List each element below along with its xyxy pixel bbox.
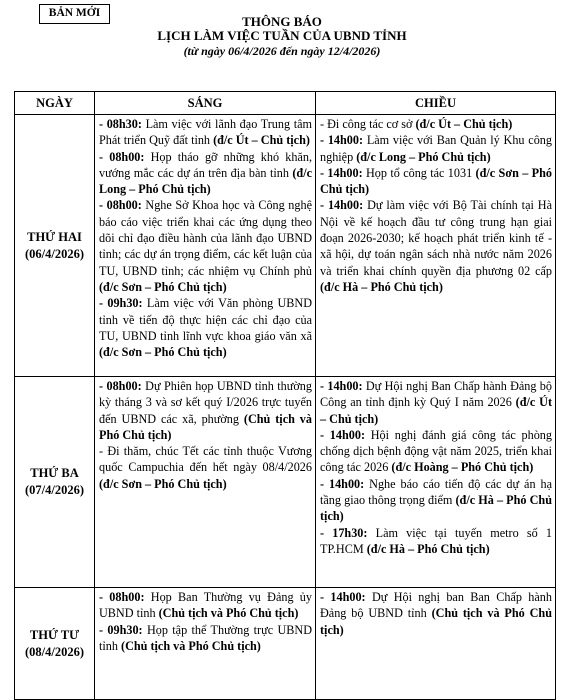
- schedule-item: [320, 132, 552, 165]
- schedule-item: [99, 197, 312, 295]
- item-responsible: (Chủ tịch và Phó Chủ tịch): [320, 606, 552, 637]
- day-name: THỨ TƯ: [29, 627, 80, 642]
- item-text: Họp tháo gỡ những khó khăn, vướng mắc các dự án trên địa bàn tỉnh: [99, 149, 312, 180]
- day-date: (06/4/2026): [24, 246, 85, 261]
- item-responsible: (đ/c Long – Phó Chủ tịch): [99, 165, 312, 197]
- item-time: - 14h00:: [320, 379, 363, 393]
- item-responsible: (đ/c Út – Chủ tịch): [213, 133, 310, 148]
- item-time: - 08h00:: [99, 149, 145, 164]
- item-responsible: (Chủ tịch và Phó Chủ tịch): [158, 606, 299, 621]
- schedule-item: [99, 295, 312, 360]
- item-time: - 08h00:: [99, 379, 142, 393]
- item-text: Làm việc với lãnh đạo Trung tâm Phát triển Quỹ đất tỉnh: [99, 117, 312, 148]
- afternoon-cell: [316, 588, 556, 700]
- item-responsible: (đ/c Hà – Phó Chủ tịch): [320, 279, 443, 294]
- item-time: - 14h00:: [320, 133, 364, 148]
- day-column-header: NGÀY: [15, 92, 95, 115]
- morning-cell: [95, 588, 316, 700]
- morning-column-header: SÁNG: [95, 92, 316, 115]
- day-date: (07/4/2026): [24, 483, 85, 497]
- day-cell: [15, 115, 95, 377]
- schedule-item: [320, 525, 552, 558]
- item-responsible: (Chủ tịch và Phó Chủ tịch): [99, 411, 312, 442]
- item-responsible: (đ/c Sơn – Phó Chủ tịch): [320, 165, 552, 197]
- item-time: - 14h00:: [320, 590, 366, 604]
- table-row: [15, 115, 556, 377]
- day-date: (08/4/2026): [24, 644, 85, 659]
- day-name: THỨ BA: [30, 466, 79, 480]
- table-row: [15, 588, 556, 700]
- item-text: Làm việc với Văn phòng UBND tỉnh về tiến độ thực hiện các chỉ đạo của TU, UBND tỉnh lĩnh vực khoa giáo văn xã: [99, 296, 312, 343]
- schedule-item: [320, 476, 552, 525]
- item-text: Nghe báo cáo tiến độ các dự án hạ tầng giao thông trọng điểm: [320, 476, 552, 508]
- schedule-item: [320, 589, 552, 638]
- item-time: - 08h30:: [99, 117, 142, 131]
- item-time: - 14h00:: [320, 165, 363, 180]
- schedule-item: [320, 197, 552, 295]
- day-name: THỨ HAI: [27, 229, 82, 244]
- item-time: - 14h00:: [320, 427, 365, 442]
- item-time: - 14h00:: [320, 198, 364, 213]
- item-text: - Đi thăm, chúc Tết các tỉnh thuộc Vương quốc Campuchia đến hết ngày 08/4/2026: [99, 444, 312, 475]
- item-time: - 08h00:: [99, 590, 145, 604]
- item-responsible: (đ/c Sơn – Phó Chủ tịch): [99, 476, 227, 491]
- item-time: - 17h30:: [320, 525, 368, 540]
- schedule-item: [320, 165, 552, 198]
- notice-title: THÔNG BÁO: [242, 14, 322, 29]
- day-cell: [15, 377, 95, 588]
- afternoon-column-header: CHIỀU: [316, 92, 556, 115]
- item-time: - 09h30:: [99, 296, 143, 311]
- schedule-item: [99, 443, 312, 492]
- item-time: - 09h30:: [99, 622, 143, 637]
- item-responsible: (đ/c Út – Chủ tịch): [415, 117, 513, 131]
- item-text: Làm việc với Ban Quản lý Khu công nghiệp: [320, 133, 552, 164]
- new-version-badge: BẢN MỚI: [39, 4, 110, 24]
- schedule-item: [320, 378, 552, 427]
- day-cell: [15, 588, 95, 700]
- header-row: [15, 92, 556, 115]
- morning-cell: [95, 377, 316, 588]
- item-responsible: (đ/c Hà – Phó Chủ tịch): [320, 493, 552, 524]
- schedule-item: [320, 116, 552, 132]
- schedule-item: [99, 116, 312, 149]
- table-row: [15, 377, 556, 588]
- schedule-subtitle: LỊCH LÀM VIỆC TUẦN CỦA UBND TỈNH: [157, 28, 407, 43]
- item-text: Họp tập thể Thường trực UBND tỉnh: [99, 622, 312, 653]
- morning-cell: [95, 115, 316, 377]
- item-text: - Đi công tác cơ sở: [320, 117, 416, 131]
- item-text: Dự Hội nghị ban Ban Chấp hành Đảng bộ UBND tỉnh: [320, 590, 552, 621]
- schedule-item: [320, 427, 552, 476]
- afternoon-cell: [316, 377, 556, 588]
- schedule-body: [15, 115, 556, 700]
- schedule-item: [99, 589, 312, 622]
- date-range: (từ ngày 06/4/2026 đến ngày 12/4/2026): [183, 44, 381, 58]
- item-text: Hội nghị đánh giá công tác phòng chống dịch bệnh động vật năm 2025, triển khai công tác 2026: [320, 427, 552, 475]
- item-responsible: (đ/c Út – Chủ tịch): [320, 395, 552, 426]
- item-responsible: (đ/c Sơn – Phó Chủ tịch): [99, 345, 227, 360]
- item-responsible: (đ/c Sơn – Phó Chủ tịch): [99, 279, 227, 294]
- item-text: Dự Phiên họp UBND tỉnh thường kỳ tháng 3 và sơ kết quý I/2026 trực tuyến đến UBND các xã, phường: [99, 379, 312, 426]
- item-responsible: (đ/c Hoàng – Phó Chủ tịch): [391, 460, 534, 475]
- schedule-item: [99, 378, 312, 443]
- item-responsible: (đ/c Long – Phó Chủ tịch): [356, 149, 491, 164]
- item-text: Họp tổ công tác 1031: [362, 165, 476, 180]
- item-text: Dự làm việc với Bộ Tài chính tại Hà Nội về kế hoạch đầu tư công trung hạn giai đoạn 2026-2030; kế hoạch phát triển kinh tế - xã hội, dự toán ngân sách nhà nước năm 2026 và triển khai chính quyền địa phương 02 cấp: [320, 198, 552, 278]
- afternoon-cell: [316, 115, 556, 377]
- item-responsible: (đ/c Hà – Phó Chủ tịch): [366, 541, 490, 556]
- item-responsible: (Chủ tịch và Phó Chủ tịch): [121, 638, 261, 653]
- item-time: - 08h00:: [99, 198, 142, 213]
- item-text: Dự Hội nghị Ban Chấp hành Đảng bộ Công an tỉnh định kỳ Quý I năm 2026: [320, 379, 552, 410]
- item-text: Họp Ban Thường vụ Đảng ủy UBND tỉnh: [99, 590, 312, 621]
- schedule-item: [99, 149, 312, 198]
- item-text: Làm việc tại tuyến metro số 1 TP.HCM: [320, 525, 553, 556]
- schedule-item: [99, 622, 312, 655]
- schedule-table: [14, 91, 556, 700]
- item-text: Nghe Sở Khoa học và Công nghệ báo cáo việc triển khai các ứng dụng theo dõi chỉ đạo điều hành của lãnh đạo UBND tỉnh; các dự án trọng điểm, các kết luận của TU, UBND tỉnh; các nhiệm vụ Chính phủ: [99, 198, 312, 278]
- item-time: - 14h00:: [320, 476, 365, 491]
